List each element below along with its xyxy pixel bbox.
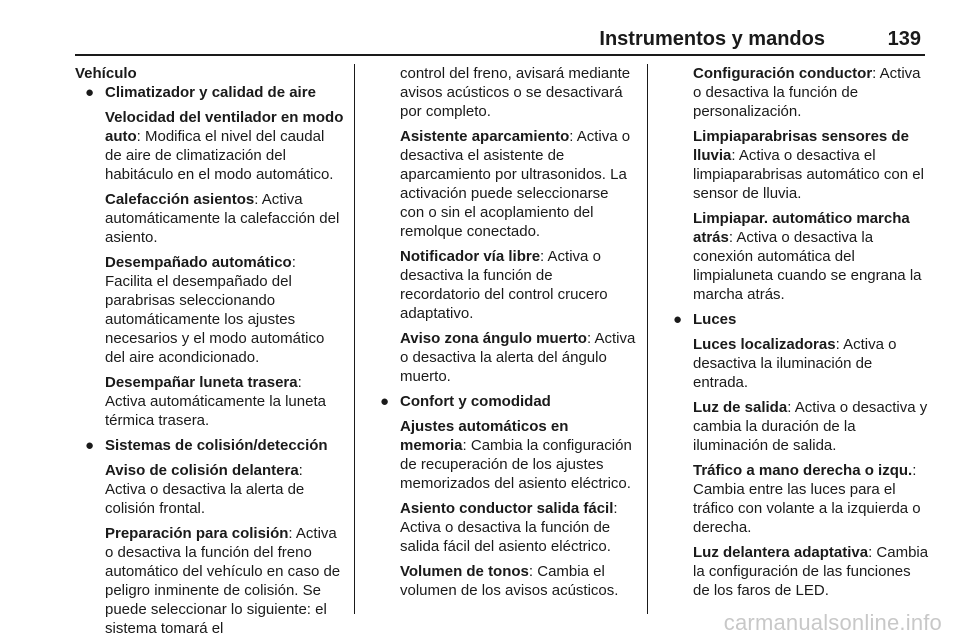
watermark: carmanualsonline.info: [723, 610, 942, 635]
header-title: Instrumentos y mandos: [599, 28, 825, 50]
item-exit-light: Luz de salida: Activa o desactiva y cambia la duración de la iluminación de salida.: [693, 399, 928, 454]
item-front-collision: Aviso de colisión delantera: Activa o desactiva la alerta de colisión frontal.: [105, 462, 305, 517]
bullet-comfort: [370, 392, 636, 411]
column-divider-2: [647, 64, 648, 614]
item-go-notifier: Notificador vía libre: Activa o desactiva la función de recordatorio del control crucero adaptativo.: [400, 248, 608, 322]
bullet-climate: [75, 83, 345, 102]
bullet-label: Confort y comodidad: [400, 393, 551, 410]
bullet-label: Sistemas de colisión/detección: [105, 437, 328, 454]
item-easy-exit: Asiento conductor salida fácil: Activa o desactiva la función de salida fácil del asiento eléctrico.: [400, 500, 618, 555]
bullet-label: Luces: [693, 311, 737, 328]
continuation-text: control del freno, avisará mediante avisos acústicos o se desactivará por completo.: [400, 65, 631, 120]
item-blind-spot: Aviso zona ángulo muerto: Activa o desactiva la alerta del ángulo muerto.: [400, 330, 636, 385]
section-heading: Vehículo: [75, 65, 137, 82]
item-traffic-side: Tráfico a mano derecha o izqu.: Cambia entre las luces para el tráfico con volante a la izquierda o derecha.: [693, 462, 921, 536]
item-seat-heating: Calefacción asientos: Activa automáticamente la calefacción del asiento.: [105, 191, 340, 246]
bullet-dot: ●: [380, 393, 390, 410]
item-park-assist: Asistente aparcamiento: Activa o desactiva el asistente de aparcamiento por ultrasonidos. La activación puede seleccionarse con o sin el acoplamiento del remolque conectado.: [400, 128, 631, 240]
bullet-dot: ●: [85, 437, 95, 454]
bullet-label: Climatizador y calidad de aire: [105, 84, 316, 101]
item-auto-defog: Desempañado automático: Facilita el desempañado del parabrisas seleccionando automáticamente los ajustes necesarios y el modo automático del aire acondicionado.: [105, 254, 325, 366]
column-2: [370, 64, 636, 606]
page-header: [75, 28, 925, 54]
bullet-dot: ●: [85, 84, 95, 101]
item-memory-settings: Ajustes automáticos en memoria: Cambia la configuración de recuperación de los ajustes memorizados del asiento eléctrico.: [400, 418, 632, 492]
item-reverse-wiper: Limpiapar. automático marcha atrás: Activa o desactiva la conexión automática del limpialuneta cuando se engrana la marcha atrás.: [693, 210, 922, 303]
item-tone-volume: Volumen de tonos: Cambia el volumen de los avisos acústicos.: [400, 563, 619, 599]
column-1: [75, 64, 345, 642]
item-locator-lights: Luces localizadoras: Activa o desactiva la iluminación de entrada.: [693, 336, 897, 391]
item-fan-speed: Velocidad del ventilador en modo auto: Modifica el nivel del caudal de aire de climatización del habitáculo en el modo automático.: [105, 109, 344, 183]
bullet-collision: [75, 436, 345, 455]
column-divider-1: [354, 64, 355, 614]
item-adaptive-headlight: Luz delantera adaptativa: Cambia la configuración de las funciones de los faros de LED.: [693, 544, 929, 599]
item-rain-sensor: Limpiaparabrisas sensores de lluvia: Activa o desactiva el limpiaparabrisas automático con el sensor de lluvia.: [693, 128, 924, 202]
page-number: 139: [887, 28, 921, 50]
header-rule: [75, 54, 925, 56]
column-3: [663, 64, 929, 606]
item-rear-defrost: Desempañar luneta trasera: Activa automáticamente la luneta térmica trasera.: [105, 374, 326, 429]
bullet-dot: ●: [673, 311, 683, 328]
item-collision-prep: Preparación para colisión: Activa o desactiva la función del freno automático del vehículo en caso de peligro inminente de colisión. Se puede seleccionar lo siguiente: el sistema tomará el: [105, 525, 341, 637]
item-driver-config: Configuración conductor: Activa o desactiva la función de personalización.: [693, 65, 921, 120]
bullet-lights: [663, 310, 929, 329]
